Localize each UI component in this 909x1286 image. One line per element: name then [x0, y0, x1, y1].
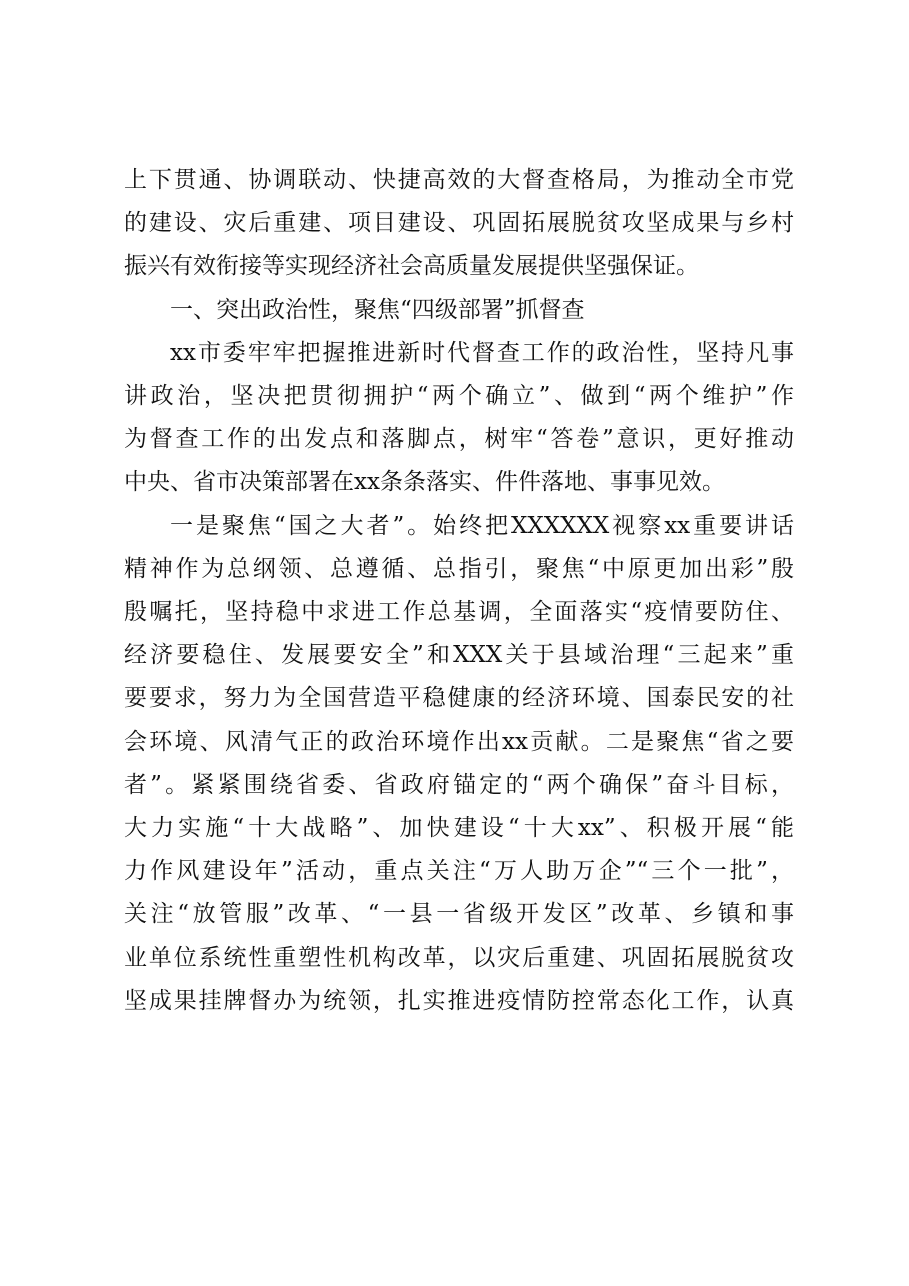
text-line: 中央、省市决策部署在xx条条落实、件件落地、事事见效。 [124, 469, 725, 495]
section-heading: 一、突出政治性，聚焦“四级部署”抓督查 [170, 297, 585, 323]
text-line: 为督查工作的出发点和落脚点，树牢“答卷”意识，更好推动 [124, 426, 794, 452]
text-line: 要要求，努力为全国营造平稳健康的经济环境、国泰民安的社 [124, 685, 794, 711]
text-line: 业单位系统性重塑性机构改革，以灾后重建、巩固拓展脱贫攻 [124, 945, 794, 971]
text-line: 坚成果挂牌督办为统领，扎实推进疫情防控常态化工作，认真 [124, 988, 794, 1014]
text-line: 大力实施“十大战略”、加快建设“十大xx”、积极开展“能 [124, 815, 794, 841]
text-line: 振兴有效衔接等实现经济社会高质量发展提供坚强保证。 [124, 253, 699, 279]
text-line: 关注“放管服”改革、“一县一省级开发区”改革、乡镇和事 [124, 901, 794, 927]
text-line: 力作风建设年”活动，重点关注“万人助万企”“三个一批”， [124, 858, 794, 884]
text-line: 一是聚焦“国之大者”。始终把XXXXXX视察xx重要讲话 [170, 513, 794, 539]
text-line: 经济要稳住、发展要安全”和XXX关于县域治理“三起来”重 [124, 642, 794, 668]
text-line: 会环境、风清气正的政治环境作出xx贡献。二是聚焦“省之要 [124, 729, 794, 755]
text-line: xx市委牢牢把握推进新时代督查工作的政治性，坚持凡事 [170, 340, 794, 366]
text-line: 讲政治，坚决把贯彻拥护“两个确立”、做到“两个维护”作 [124, 383, 794, 409]
text-line: 精神作为总纲领、总遵循、总指引，聚焦“中原更加出彩”殷 [124, 556, 794, 582]
text-line: 者”。紧紧围绕省委、省政府锚定的“两个确保”奋斗目标， [124, 772, 794, 798]
text-line: 殷嘱托，坚持稳中求进工作总基调，全面落实“疫情要防住、 [124, 599, 794, 625]
text-line: 的建设、灾后重建、项目建设、巩固拓展脱贫攻坚成果与乡村 [124, 210, 794, 236]
text-line: 上下贯通、协调联动、快捷高效的大督查格局，为推动全市党 [124, 167, 794, 193]
